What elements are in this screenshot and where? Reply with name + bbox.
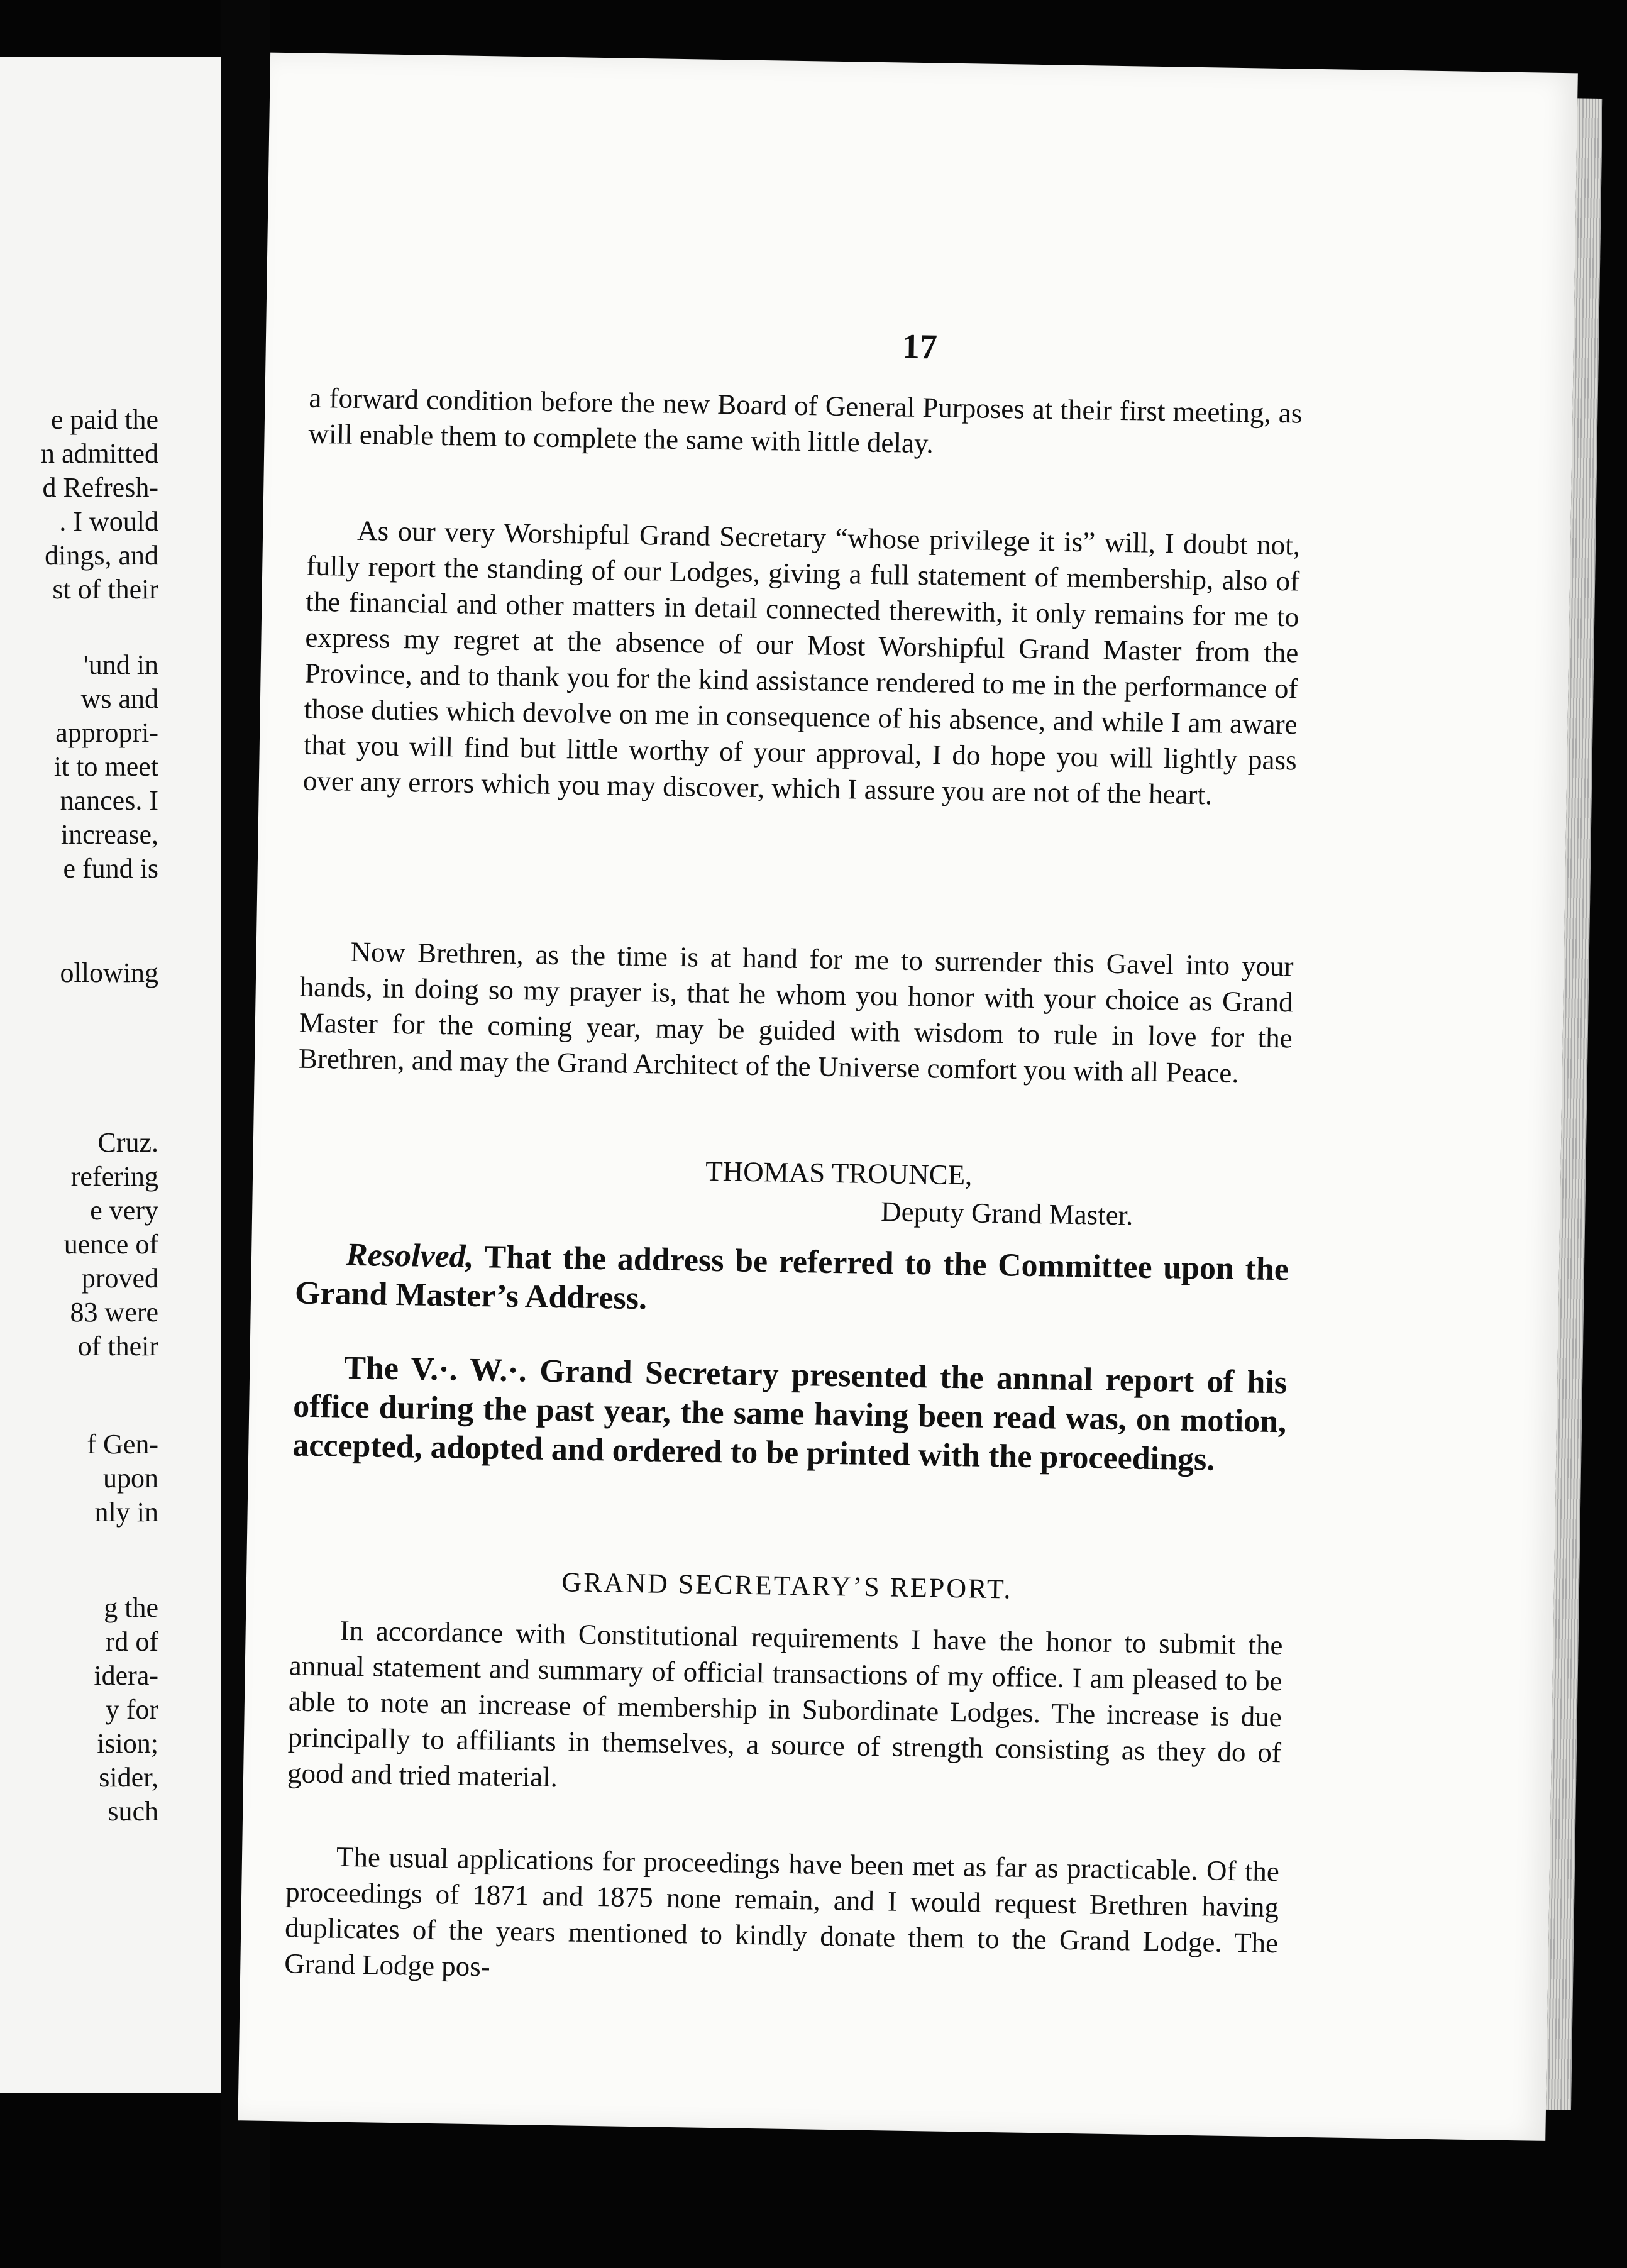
presented-paragraph [292, 1348, 1288, 1481]
left-page-line: nances. I [60, 785, 158, 816]
signature-name: THOMAS TROUNCE, [705, 1155, 973, 1191]
left-page-line: 83 were [70, 1297, 158, 1328]
left-page-line: refering [70, 1161, 158, 1192]
presented-text: The V.·. W.·. Grand Secretary presented the annnal report of his office during the past year, the same having been read was, on motion, accepted, adopted and ordered to be printed with the proceedings. [292, 1350, 1288, 1478]
left-page-line: 'und in [83, 649, 158, 680]
resolution-paragraph [295, 1235, 1289, 1329]
left-page-line: f Gen- [87, 1429, 158, 1460]
right-page [238, 53, 1577, 2141]
left-page-line: idera- [94, 1660, 158, 1691]
left-page-line: sider, [99, 1762, 158, 1793]
paragraph-text: In accordance with Constitutional requirements I have the honor to submit the annual statement and summary of official transactions of my office. I am pleased to be able to note an increase of membership in Subordinate Lodges. The increase is due principally to affiliants in themselves, a source of strength consisting as they do of good and tried material. [287, 1614, 1283, 1793]
left-page-line: dings, and [45, 540, 158, 571]
left-page-line: rd of [105, 1626, 158, 1657]
left-page-line: n admitted [41, 438, 158, 469]
paragraph-text: Now Brethren, as the time is at hand for me to surrender this Gavel into your hands, in doing so my prayer is, that he whom you honor with your choice as Grand Master for the coming year, may be guided with wisdom to rule in love for the Brethren, and may the Grand Architect of the Universe comfort you with all Peace. [298, 935, 1294, 1089]
paragraph-surrender-gavel [299, 933, 1294, 1093]
page-number: 17 [902, 327, 938, 367]
left-page-line: ollowing [60, 957, 158, 988]
left-page-line: upon [103, 1463, 158, 1494]
left-page-line: g the [104, 1592, 158, 1623]
paragraph-text: The usual applications for proceedings have been met as far as practicable. Of the proceedings of 1871 and 1875 none remain, and I would request Brethren having duplicates of the years mentioned to kindly donate them to the Grand Lodge. The Grand Lodge pos- [284, 1841, 1280, 1983]
paragraph-continuation: a forward condition before the new Board of General Purposes at their first meeting, as will enable them to complete the same with little delay. [308, 382, 1303, 460]
left-page-line: of their [77, 1331, 158, 1362]
left-page-line: ws and [80, 683, 158, 714]
paragraph-applications [284, 1838, 1279, 1997]
left-page-line: nly in [94, 1497, 158, 1528]
left-page-line: proved [81, 1263, 158, 1294]
left-page-line: y for [105, 1694, 158, 1725]
left-page-line: such [108, 1796, 158, 1827]
left-page-line: e very [90, 1195, 158, 1226]
left-page-line: appropri- [55, 717, 158, 748]
paragraph-text: As our very Worshipful Grand Secretary “whose privilege it is” will, I doubt not, fully report the standing of our Lodges, giving a full statement of membership, also of the financial and other matters in detail connected therewith, it only remains for me to express my regret at the absence of our Most Worshipful Grand Master from the Province, and to thank you for the kind assistance rendered to me in the performance of those duties which devolve on me in consequence of his absence, and while I am aware that you will find but little worthy of your approval, I do hope you will lightly pass over any errors which you may discover, which I assure you are not of the heart. [302, 514, 1301, 811]
page-stack-edge [1546, 98, 1602, 2110]
left-page-line: ision; [97, 1728, 158, 1759]
left-page-line: uence of [63, 1229, 158, 1260]
paragraph-constitutional-requirements [287, 1612, 1283, 1807]
left-page-line: st of their [52, 574, 158, 605]
left-page-line: Cruz. [97, 1127, 158, 1158]
section-heading: GRAND SECRETARY’S REPORT. [561, 1566, 1013, 1605]
left-page-fragment [0, 57, 221, 2093]
left-page-line: it to meet [53, 751, 158, 782]
left-page-line: increase, [60, 819, 158, 850]
left-page-line: e fund is [63, 853, 158, 884]
paragraph-grand-secretary-report-intro [302, 512, 1300, 815]
left-page-line: d Refresh- [42, 472, 158, 503]
resolved-text: That the address be referred to the Committee upon the Grand Master’s Address. [294, 1239, 1289, 1317]
left-page-line: . I would [59, 506, 158, 537]
signature-title: Deputy Grand Master. [880, 1196, 1133, 1231]
resolved-lead: Resolved, [345, 1236, 475, 1275]
left-page-line: e paid the [50, 404, 158, 435]
